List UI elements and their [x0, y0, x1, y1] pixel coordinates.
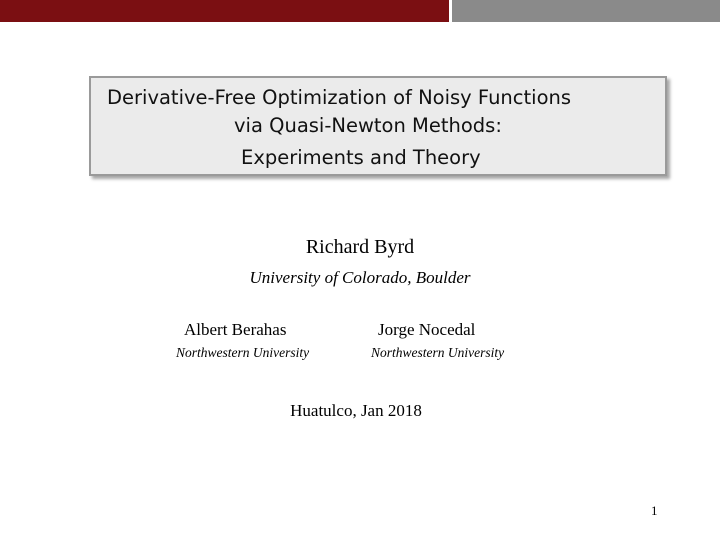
- coauthor-affiliation-2: Northwestern University: [371, 345, 505, 360]
- title-line-3: Experiments and Theory: [241, 146, 481, 169]
- venue-date: Huatulco, Jan 2018: [290, 401, 422, 420]
- presenter-name: Richard Byrd: [305, 236, 415, 258]
- coauthor-name-1: Albert Berahas: [184, 320, 287, 339]
- coauthor-affiliation-1: Northwestern University: [176, 345, 310, 360]
- header-bar-red: [0, 0, 449, 22]
- title-line-2: via Quasi-Newton Methods:: [234, 114, 502, 137]
- coauthor-name-2: Jorge Nocedal: [378, 320, 476, 339]
- title-line-1: Derivative-Free Optimization of Noisy Functions: [107, 86, 572, 109]
- header-bar-gray: [452, 0, 720, 22]
- page-number: 1: [651, 503, 658, 518]
- presenter-affiliation: University of Colorado, Boulder: [249, 268, 471, 287]
- title-box: [89, 76, 667, 176]
